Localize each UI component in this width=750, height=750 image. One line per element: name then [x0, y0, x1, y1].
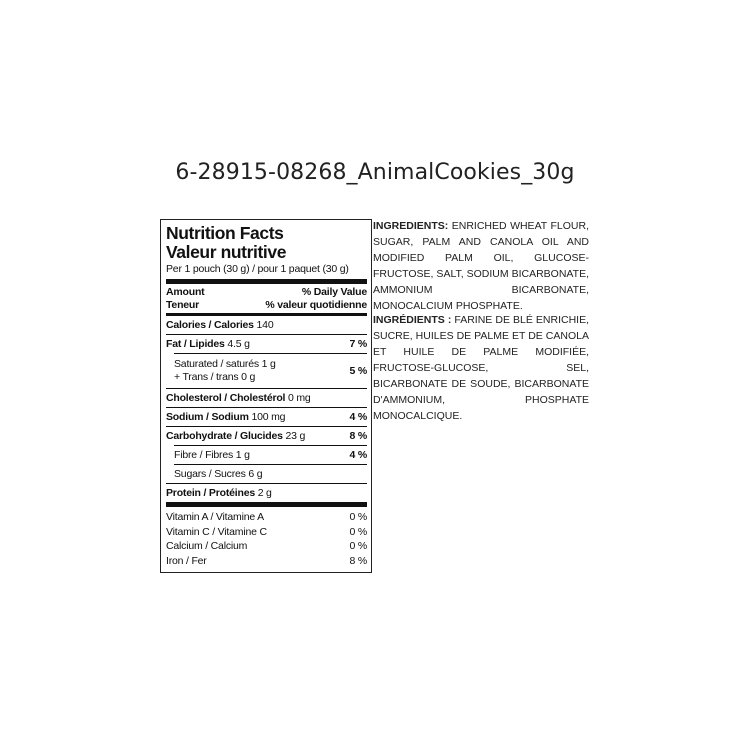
calcium-dv: 0 % [349, 540, 367, 553]
protein-row [166, 484, 367, 502]
header-row [166, 284, 367, 313]
carbohydrate-label: Carbohydrate / Glucides [166, 430, 283, 442]
iron-label: Iron / Fer [166, 554, 207, 567]
vitamin-c-dv: 0 % [349, 525, 367, 538]
fat-label: Fat / Lipides [166, 338, 225, 350]
vitamin-a-dv: 0 % [349, 511, 367, 524]
fat-value: 4.5 g [227, 338, 250, 350]
protein-label: Protein / Protéines [166, 487, 255, 499]
sugars-label: Sugars / Sucres 6 g [174, 468, 263, 480]
fibre-label: Fibre / Fibres 1 g [174, 449, 250, 461]
cholesterol-row [166, 389, 367, 407]
fibre-dv: 4 % [349, 449, 367, 461]
sodium-row [166, 408, 367, 426]
nutrition-facts-panel [160, 219, 372, 573]
iron-dv: 8 % [349, 554, 367, 567]
vitamin-c-label: Vitamin C / Vitamine C [166, 525, 267, 538]
vitamin-row [166, 510, 367, 525]
nutrition-title-fr: Valeur nutritive [166, 242, 287, 262]
serving-size: Per 1 pouch (30 g) / pour 1 paquet (30 g) [166, 263, 349, 275]
sodium-dv: 4 % [349, 411, 367, 423]
fat-row [166, 335, 367, 353]
carbohydrate-value: 23 g [285, 430, 306, 442]
saturated-label: Saturated / saturés 1 g [174, 358, 276, 370]
vitamin-a-label: Vitamin A / Vitamine A [166, 511, 264, 524]
ingredients-fr-text: FARINE DE BLÉ ENRICHIE, SUCRE, HUILES DE PALME ET DE CANOLA ET HUILE DE PALME MODIFIÉE, FRUCTOSE-GLUCOSE, SEL, BICARBONATE DE SOUDE, BICARBONATE D'AMMONIUM, PHOSPHATE MONOCALCIQUE. [373, 314, 589, 422]
teneur-label: Teneur [166, 299, 200, 311]
daily-value-label: % Daily Value [301, 286, 367, 298]
fat-dv: 7 % [349, 338, 367, 350]
ingredients-en-text: ENRICHED WHEAT FLOUR, SUGAR, PALM AND CANOLA OIL AND MODIFIED PALM OIL, GLUCOSE-FRUCTOSE, SALT, SODIUM BICARBONATE, AMMONIUM BICARBONATE, MONOCALCIUM PHOSPHATE. [373, 220, 589, 312]
saturated-row [166, 354, 367, 388]
ingredients-fr [373, 312, 589, 424]
calcium-label: Calcium / Calcium [166, 540, 248, 553]
nutrition-title-en: Nutrition Facts [166, 223, 284, 243]
vitamin-row [166, 554, 367, 569]
sodium-value: 100 mg [251, 411, 286, 423]
calories-value: 140 [256, 319, 274, 331]
carbohydrate-dv: 8 % [349, 430, 367, 442]
amount-label: Amount [166, 286, 205, 298]
trans-label: + Trans / trans 0 g [174, 371, 256, 383]
ingredients-fr-label: INGRÉDIENTS : [373, 314, 452, 326]
vitamin-row [166, 539, 367, 554]
cholesterol-label: Cholesterol / Cholestérol [166, 392, 286, 404]
protein-value: 2 g [257, 487, 272, 499]
image-title: 6-28915-08268_AnimalCookies_30g [175, 160, 575, 185]
fibre-row [166, 446, 367, 464]
sodium-label: Sodium / Sodium [166, 411, 249, 423]
carbohydrate-row [166, 427, 367, 445]
ingredients-en-label: INGREDIENTS: [373, 220, 449, 232]
ingredients-en [373, 218, 589, 314]
sugars-row [166, 465, 367, 483]
calories-label: Calories / Calories [166, 319, 254, 331]
cholesterol-value: 0 mg [288, 392, 311, 404]
calories-row [166, 316, 367, 334]
vitamin-row [166, 525, 367, 540]
daily-value-fr-label: % valeur quotidienne [265, 299, 367, 311]
saturated-dv: 5 % [349, 365, 367, 377]
